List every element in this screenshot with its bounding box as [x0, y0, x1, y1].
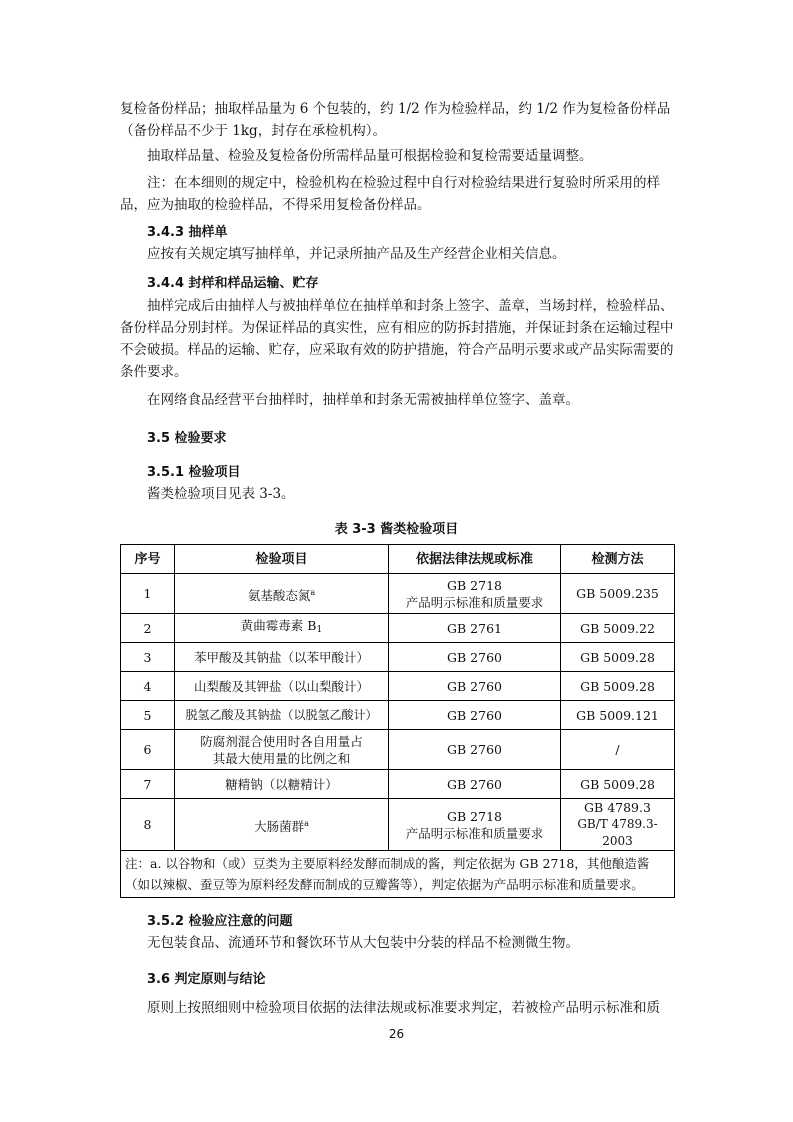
item-text: 黄曲霉毒素 B: [240, 618, 317, 633]
cell-standard: GB 2760: [389, 672, 561, 701]
cell-item: [175, 614, 389, 643]
cell-standard: [389, 574, 561, 614]
footnote-mark: a: [310, 587, 316, 597]
cell-standard: GB 2760: [389, 701, 561, 730]
table-row: [121, 770, 675, 799]
heading-3-4-4: 3.4.4 封样和样品运输、贮存: [147, 276, 319, 291]
cell-no: 5: [121, 701, 175, 730]
cell-method: GB 5009.121: [561, 701, 675, 730]
table-row: [121, 614, 675, 643]
cell-no: 4: [121, 672, 175, 701]
standard-line: 产品明示标准和质量要求: [405, 825, 544, 841]
paragraph-note-retest: 注：在本细则的规定中，检验机构在检验过程中自行对检验结果进行复验时所采用的样品，应为抽取的检验样品，不得采用复检备份样品。: [120, 175, 660, 213]
cell-standard: GB 2761: [389, 614, 561, 643]
cell-item: [175, 730, 389, 770]
cell-method: /: [561, 730, 675, 770]
table-row: [121, 574, 675, 614]
heading-3-5-2: 3.5.2 检验应注意的问题: [147, 914, 293, 929]
paragraph-judgement: 原则上按照细则中检验项目依据的法律法规或标准要求判定，若被检产品明示标准和质: [147, 1000, 660, 1016]
header-standard: 依据法律法规或标准: [389, 545, 561, 574]
table-row: [121, 701, 675, 730]
table-caption: 表 3-3 酱类检验项目: [334, 522, 459, 537]
heading-3-4-3: 3.4.3 抽样单: [147, 225, 228, 240]
table-row: [121, 799, 675, 851]
method-line: GB 4789.3: [584, 800, 651, 815]
cell-standard: GB 2760: [389, 643, 561, 672]
cell-item: 山梨酸及其钾盐（以山梨酸计）: [175, 672, 389, 701]
cell-method: GB 5009.235: [561, 574, 675, 614]
cell-method: GB 5009.22: [561, 614, 675, 643]
cell-standard: GB 2760: [389, 770, 561, 799]
cell-item: [175, 574, 389, 614]
cell-no: 7: [121, 770, 175, 799]
header-item: 检验项目: [175, 545, 389, 574]
cell-no: 3: [121, 643, 175, 672]
cell-no: 2: [121, 614, 175, 643]
item-line: 其最大使用量的比例之和: [212, 750, 351, 766]
subscript: 1: [316, 625, 323, 635]
standard-line: GB 2718: [447, 577, 502, 593]
heading-3-5-1: 3.5.1 检验项目: [147, 465, 241, 480]
cell-no: 8: [121, 799, 175, 851]
table-row: [121, 643, 675, 672]
standard-line: GB 2718: [447, 808, 502, 824]
paragraph-sampling-form: 应按有关规定填写抽样单，并记录所抽产品及生产经营企业相关信息。: [147, 246, 566, 262]
cell-method: GB 5009.28: [561, 643, 675, 672]
cell-item: 苯甲酸及其钠盐（以苯甲酸计）: [175, 643, 389, 672]
header-no: 序号: [121, 545, 175, 574]
table-header-row: [121, 545, 675, 574]
paragraph-microbe-note: 无包装食品、流通环节和餐饮环节从大包装中分装的样品不检测微生物。: [147, 935, 579, 951]
item-text: 大肠菌群: [254, 818, 305, 834]
header-method: 检测方法: [561, 545, 675, 574]
heading-3-5: 3.5 检验要求: [147, 431, 227, 446]
cell-no: 1: [121, 574, 175, 614]
paragraph-sample-adjust: 抽取样品量、检验及复检备份所需样品量可根据检验和复检需要适量调整。: [147, 148, 593, 164]
cell-item: 糖精钠（以糖精计）: [175, 770, 389, 799]
table-note-row: [121, 851, 675, 898]
inspection-items-table: [120, 544, 675, 898]
cell-method: GB 5009.28: [561, 672, 675, 701]
method-line: GB/T 4789.3-2003: [577, 817, 658, 848]
paragraph-sample-split: 复检备份样品；抽取样品量为 6 个包装的，约 1/2 作为检验样品，约 1/2 作为复检备份样品（备份样品不少于 1kg，封存在承检机构）。: [120, 101, 671, 139]
footnote-mark: a: [304, 818, 309, 828]
cell-no: 6: [121, 730, 175, 770]
item-text: 氨基酸态氮: [247, 587, 311, 603]
item-line: 防腐剂混合使用时各自用量占: [200, 733, 363, 749]
table-row: [121, 730, 675, 770]
cell-standard: [389, 799, 561, 851]
page-number: 26: [388, 1027, 405, 1041]
table-row: [121, 672, 675, 701]
paragraph-table-ref: 酱类检验项目见表 3-3。: [147, 486, 295, 502]
cell-method: GB 5009.28: [561, 770, 675, 799]
cell-method: [561, 799, 675, 851]
standard-line: 产品明示标准和质量要求: [405, 594, 544, 610]
cell-item: 脱氢乙酸及其钠盐（以脱氢乙酸计）: [175, 701, 389, 730]
cell-item: [175, 799, 389, 851]
paragraph-online-sampling: 在网络食品经营平台抽样时，抽样单和封条无需被抽样单位签字、盖章。: [147, 392, 579, 408]
heading-3-6: 3.6 判定原则与结论: [147, 972, 266, 987]
cell-standard: GB 2760: [389, 730, 561, 770]
table-note: 注：a. 以谷物和（或）豆类为主要原料经发酵而制成的酱，判定依据为 GB 2718，其他酿造酱（如以辣椒、蚕豆等为原料经发酵而制成的豆瓣酱等），判定依据为产品明示标准和质量要求。: [121, 851, 675, 898]
paragraph-sealing: 抽样完成后由抽样人与被抽样单位在抽样单和封条上签字、盖章，当场封样，检验样品、备份样品分别封样。为保证样品的真实性，应有相应的防拆封措施，并保证封条在运输过程中不会破损。样品的运输、贮存，应采取有效的防护措施，符合产品明示要求或产品实际需要的条件要求。: [120, 298, 674, 380]
